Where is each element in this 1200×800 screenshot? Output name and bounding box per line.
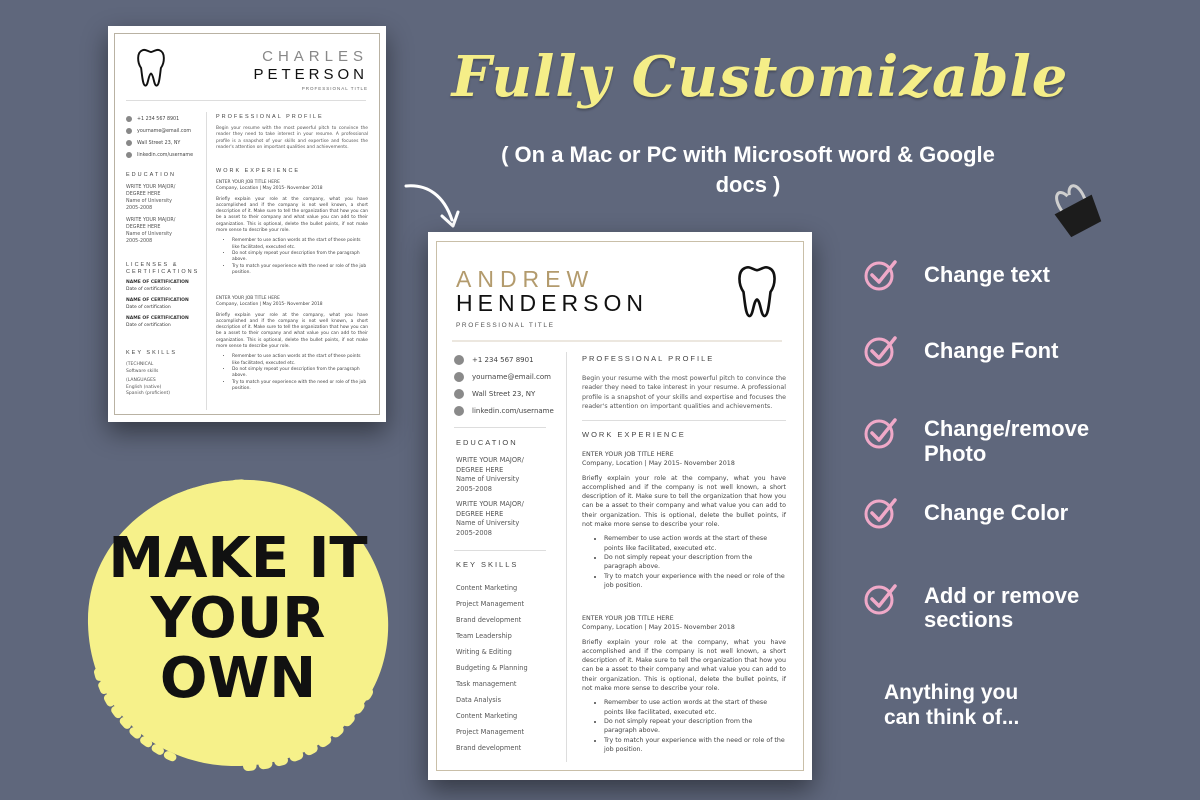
feature-label: Change text (924, 262, 1050, 287)
home-icon (454, 389, 464, 399)
license-item: NAME OF CERTIFICATION Date of certification (126, 280, 189, 292)
education-item: WRITE YOUR MAJOR/ DEGREE HERE Name of University 2005-2008 (456, 456, 524, 493)
skill-item: Task management (456, 680, 517, 688)
binder-clip-icon (1040, 174, 1110, 242)
job-title: ENTER YOUR JOB TITLE HERE (216, 296, 280, 301)
skill-item: Project Management (456, 728, 525, 736)
bullet-item: • Remember to use action words at the start of these points like facilitated, executed etc. (232, 238, 368, 251)
phone-icon (126, 116, 132, 122)
job-bullets (604, 534, 786, 590)
skills-list (126, 362, 204, 398)
contact-item: linkedin.com/username (126, 150, 204, 162)
subheadline: ( On a Mac or PC with Microsoft word & Google docs ) (501, 142, 995, 197)
license-item: NAME OF CERTIFICATION Date of certification (126, 316, 189, 328)
check-circle-icon (864, 258, 898, 292)
education-list (456, 456, 556, 538)
feature-label: Add or remove sections (924, 583, 1080, 632)
job-bullets (232, 238, 368, 276)
contact-list (126, 114, 204, 162)
linkedin-icon (454, 406, 464, 416)
email-icon (126, 128, 132, 134)
contact-item: yourname@email.com (454, 369, 564, 386)
job-meta: Company, Location | May 2015- November 2018 (216, 186, 323, 192)
bullet-item: • Do not simply repeat your description from the paragraph above. (604, 553, 786, 572)
education-heading: EDUCATION (126, 172, 176, 178)
phone-icon (454, 355, 464, 365)
skills-list (456, 580, 556, 756)
bullet-item: • Do not simply repeat your description from the paragraph above. (232, 367, 368, 380)
bullet-item: • Do not simply repeat your description from the paragraph above. (232, 251, 368, 264)
job-bullets (604, 698, 786, 754)
feature-label: Change Font (924, 338, 1059, 363)
curved-arrow-icon (398, 178, 468, 238)
job-title: ENTER YOUR JOB TITLE HERE (582, 615, 674, 622)
bullet-item: • Try to match your experience with the need or role of the job position. (232, 264, 368, 277)
resume-last-name: PETERSON (253, 66, 368, 83)
resume-title: PROFESSIONAL TITLE (456, 322, 555, 329)
resume-first-name: CHARLES (262, 48, 368, 65)
contact-item: +1 234 567 8901 (454, 352, 564, 369)
resume-preview-front (428, 232, 812, 780)
job-title: ENTER YOUR JOB TITLE HERE (216, 180, 280, 185)
job-description: Briefly explain your role at the company, what you have accomplished and if the company is not well known, a short description of it. Make sure to tell the organization that how you can be a asset to their company and what value you can add to their organization. This is optional, delete the bullet points, if not make more sense to describe your role. (582, 638, 786, 693)
feature-item (862, 330, 1192, 370)
skill-item: Brand development (456, 616, 522, 624)
skill-item: Data Analysis (456, 696, 502, 704)
skill-item: (TECHNICAL (126, 362, 154, 367)
skill-item: Writing & Editing (456, 648, 512, 656)
footer-text: Anything you can think of... (884, 681, 1020, 729)
section-divider (582, 420, 786, 421)
profile-heading: PROFESSIONAL PROFILE (582, 354, 715, 363)
feature-label: Change/remove Photo (924, 416, 1090, 466)
feature-item (862, 412, 1192, 472)
badge-line: YOUR (150, 586, 326, 651)
contact-item: yourname@email.com (126, 126, 204, 138)
column-divider (566, 352, 567, 762)
work-heading: WORK EXPERIENCE (582, 430, 686, 439)
tooth-icon (734, 262, 780, 322)
education-item: WRITE YOUR MAJOR/ DEGREE HERE Name of University 2005-2008 (126, 218, 176, 244)
skill-item: Content Marketing (456, 712, 518, 720)
job-entry (216, 180, 368, 276)
bullet-item: • Remember to use action words at the start of these points like facilitated, executed etc. (232, 354, 368, 367)
job-meta: Company, Location | May 2015- November 2018 (582, 624, 735, 632)
skills-heading: KEY SKILLS (126, 350, 178, 356)
section-divider (454, 427, 546, 428)
skill-item: Project Management (456, 600, 525, 608)
skill-item: Software skills (126, 368, 159, 374)
badge-line: MAKE IT (108, 526, 368, 591)
skill-item: English (native) (126, 384, 162, 390)
job-description: Briefly explain your role at the company, what you have accomplished and if the company is not well known, a short description of it. Make sure to tell the organization that how you can be a asset to their company and what value you can add to their organization. This is optional, delete the bullet points, if not make more sense to describe your role. (216, 196, 368, 234)
job-title: ENTER YOUR JOB TITLE HERE (582, 451, 674, 458)
education-heading: EDUCATION (456, 438, 518, 447)
feature-item (862, 578, 1192, 638)
check-circle-icon (864, 334, 898, 368)
contact-item: Wall Street 23, NY (126, 138, 204, 150)
profile-heading: PROFESSIONAL PROFILE (216, 114, 324, 120)
job-entry (582, 614, 786, 754)
contact-list (454, 352, 564, 420)
skill-item: Team Leadership (456, 632, 512, 640)
header-divider (126, 100, 366, 101)
header-divider (452, 340, 782, 342)
bullet-item: • Try to match your experience with the need or role of the job position. (604, 736, 786, 755)
badge-line: OWN (159, 646, 317, 711)
skill-item: Brand development (456, 744, 522, 752)
skill-item: Spanish (proficient) (126, 391, 171, 396)
check-circle-icon (864, 582, 898, 616)
brush-circle-badge (78, 472, 398, 772)
job-entry (582, 450, 786, 590)
check-circle-icon (864, 496, 898, 530)
bullet-item: • Try to match your experience with the need or role of the job position. (232, 380, 368, 393)
job-entry (216, 296, 368, 392)
check-circle-icon (864, 416, 898, 450)
tooth-icon (134, 46, 168, 90)
section-divider (454, 550, 546, 551)
resume-title: PROFESSIONAL TITLE (301, 86, 368, 91)
license-list (126, 280, 204, 329)
job-description: Briefly explain your role at the company, what you have accomplished and if the company is not well known, a short description of it. Make sure to tell the organization that how you can be a asset to their company and what value you can add to their organization. This is optional, delete the bullet points, if not make more sense to describe your role. (582, 474, 786, 529)
contact-item: +1 234 567 8901 (126, 114, 204, 126)
column-divider (206, 112, 207, 410)
licenses-heading: LICENSES & CERTIFICATIONS (126, 262, 200, 275)
bullet-item: • Remember to use action words at the start of these points like facilitated, executed etc. (604, 534, 786, 553)
job-description: Briefly explain your role at the company, what you have accomplished and if the company is not well known, a short description of it. Make sure to tell the organization that how you can be a asset to their company and what value you can add to their organization. This is optional, delete the bullet points, if not make more sense to describe your role. (216, 312, 368, 350)
profile-text: Begin your resume with the most powerful pitch to convince the reader they need to take interest in your resume. A professional profile is a snapshot of your skills and expertise and focuses the reader's attention on important qualities and achievements. (582, 375, 786, 410)
contact-item: Wall Street 23, NY (454, 386, 564, 403)
profile-text: Begin your resume with the most powerful pitch to convince the reader they need to take interest in your resume. A professional profile is a snapshot of your skills and expertise and focuses the reader's attention on important qualities and achievements. (216, 126, 368, 150)
feature-label: Change Color (924, 500, 1069, 525)
linkedin-icon (126, 152, 132, 158)
email-icon (454, 372, 464, 382)
feature-item (862, 492, 1192, 532)
education-list (126, 184, 204, 245)
home-icon (126, 140, 132, 146)
bullet-item: • Remember to use action words at the start of these points like facilitated, executed etc. (604, 698, 786, 717)
resume-last-name: HENDERSON (456, 290, 648, 316)
skill-item: (LANGUAGES (126, 378, 156, 383)
resume-first-name: ANDREW (456, 266, 595, 292)
skill-item: Content Marketing (456, 584, 518, 592)
bullet-item: • Do not simply repeat your description from the paragraph above. (604, 717, 786, 736)
contact-item: linkedin.com/username (454, 403, 564, 420)
bullet-item: • Try to match your experience with the need or role of the job position. (604, 572, 786, 591)
skill-item: Budgeting & Planning (456, 664, 528, 672)
feature-item (862, 254, 1192, 294)
skills-heading: KEY SKILLS (456, 560, 519, 569)
education-item: WRITE YOUR MAJOR/ DEGREE HERE Name of University 2005-2008 (456, 500, 524, 537)
education-item: WRITE YOUR MAJOR/ DEGREE HERE Name of University 2005-2008 (126, 185, 176, 211)
work-heading: WORK EXPERIENCE (216, 168, 301, 174)
job-bullets (232, 354, 368, 392)
resume-preview-back (108, 26, 386, 422)
job-meta: Company, Location | May 2015- November 2018 (582, 460, 735, 468)
headline: Fully Customizable (451, 44, 1069, 110)
license-item: NAME OF CERTIFICATION Date of certification (126, 298, 189, 310)
job-meta: Company, Location | May 2015- November 2018 (216, 302, 323, 308)
